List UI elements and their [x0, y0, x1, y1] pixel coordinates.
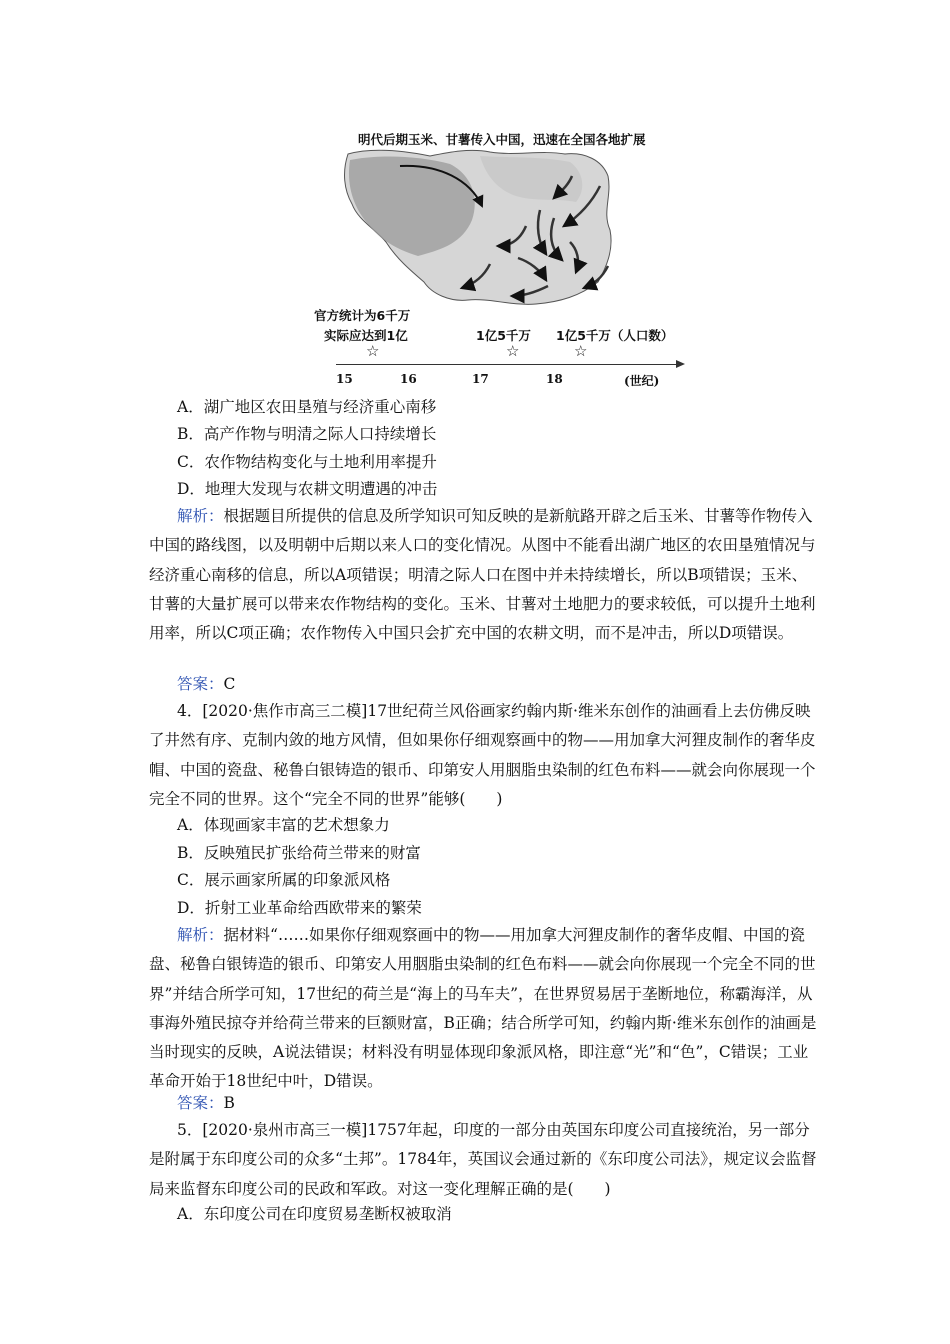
figure-caption: 明代后期玉米、甘薯传入中国，迅速在全国各地扩展: [358, 132, 646, 147]
q4-stem: [149, 697, 819, 814]
q4-option-a: A．体现画家丰富的艺术想象力: [177, 816, 390, 834]
history-figure: [300, 124, 690, 392]
q5-stem-text: 5．[2020·泉州市高三一模]1757年起，印度的一部分由英国东印度公司直接统治，另一部分是附属于东印度公司的众多“土邦”。1784年，英国议会通过新的《东印度公司法》，规定议会监督局来监督东印度公司的民政和军政。对这一变化理解正确的是( ): [149, 1121, 817, 1198]
q3-answer: [177, 673, 235, 695]
q4-option-b: B．反映殖民扩张给荷兰带来的财富: [177, 844, 421, 862]
population-label-1: 官方统计为6千万: [314, 308, 411, 323]
q4-option-d: D．折射工业革命给西欧带来的繁荣: [177, 899, 422, 917]
axis-tick: 15: [336, 372, 353, 386]
population-label-2: 1亿5千万: [476, 328, 531, 343]
q3-option-c: C．农作物结构变化与土地利用率提升: [177, 453, 437, 471]
population-label-1b: 实际应达到1亿: [324, 328, 408, 343]
star-icon: ☆: [366, 342, 380, 360]
answer-label: 答案：: [177, 1094, 224, 1112]
q3-option-d: D．地理大发现与农耕文明遭遇的冲击: [177, 480, 438, 498]
q5-stem: [149, 1116, 819, 1204]
star-icon: ☆: [574, 342, 588, 360]
q3-option-b: B．高产作物与明清之际人口持续增长: [177, 425, 437, 443]
timeline-axis: [336, 364, 680, 365]
answer-value: B: [223, 1094, 235, 1112]
analysis-text: 据材料“……如果你仔细观察画中的物——用加拿大河狸皮制作的奢华皮帽、中国的瓷盘、秘鲁白银铸造的银币、印第安人用胭脂虫染制的红色布料——就会向你展现一个完全不同的世界”并结合所学可知，17世纪的荷兰是“海上的马车夫”，在世界贸易居于垄断地位，称霸海洋，从事海外殖民掠夺并给荷兰带来的巨额财富，B正确；结合所学可知，约翰内斯·维米东创作的油画是当时现实的反映，A说法错误；材料没有明显体现印象派风格，即注意“光”和“色”，C错误；工业革命开始于18世纪中叶，D错误。: [149, 926, 817, 1091]
answer-value: C: [223, 675, 236, 693]
q4-answer: [177, 1092, 235, 1114]
axis-tick: 16: [400, 372, 417, 386]
q4-analysis: [149, 921, 819, 1097]
population-label-3: 1亿5千万（人口数）: [556, 328, 674, 343]
timeline-arrow-icon: [676, 360, 685, 368]
axis-tick: 17: [472, 372, 489, 386]
q3-option-a: A．湖广地区农田垦殖与经济重心南移: [177, 398, 437, 416]
axis-tick: 18: [546, 372, 563, 386]
analysis-label: 解析：: [177, 507, 224, 525]
star-icon: ☆: [506, 342, 520, 360]
answer-label: 答案：: [177, 675, 224, 693]
q3-analysis: [149, 502, 819, 648]
axis-unit: (世纪): [624, 374, 660, 388]
analysis-label: 解析：: [177, 926, 224, 944]
china-map: [340, 146, 615, 306]
analysis-text: 根据题目所提供的信息及所学知识可知反映的是新航路开辟之后玉米、甘薯等作物传入中国的路线图，以及明朝中后期以来人口的变化情况。从图中不能看出湖广地区的农田垦殖情况与经济重心南移的信息，所以A项错误；明清之际人口在图中并未持续增长，所以B项错误；玉米、甘薯的大量扩展可以带来农作物结构的变化。玉米、甘薯对土地肥力的要求较低，可以提升土地利用率，所以C项正确；农作物传入中国只会扩充中国的农耕文明，而不是冲击，所以D项错误。: [149, 507, 816, 643]
q4-stem-text: 4．[2020·焦作市高三二模]17世纪荷兰风俗画家约翰内斯·维米东创作的油画看上去仿佛反映了井然有序、克制内敛的地方风情，但如果你仔细观察画中的物——用加拿大河狸皮制作的奢华皮帽、中国的瓷盘、秘鲁白银铸造的银币、印第安人用胭脂虫染制的红色布料——就会向你展现一个完全不同的世界。这个“完全不同的世界”能够( ): [149, 702, 816, 808]
q4-option-c: C．展示画家所属的印象派风格: [177, 871, 391, 889]
q5-option-a: A．东印度公司在印度贸易垄断权被取消: [177, 1205, 452, 1223]
